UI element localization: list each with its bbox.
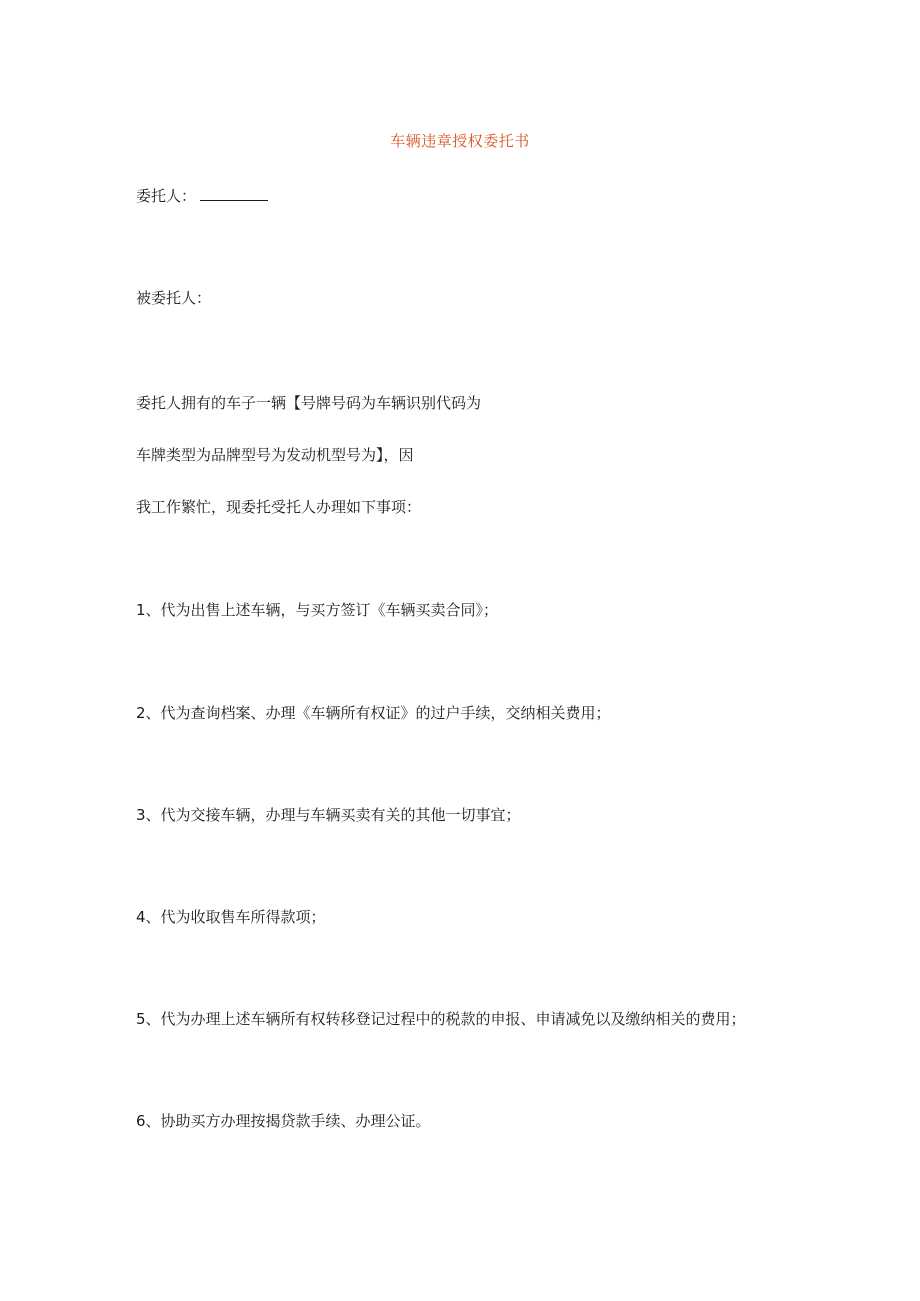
list-item: 5、代为办理上述车辆所有权转移登记过程中的税款的申报、申请减免以及缴纳相关的费用； bbox=[136, 1010, 746, 1028]
list-item: 4、代为收取售车所得款项； bbox=[136, 908, 326, 926]
list-item: 2、代为查询档案、办理《车辆所有权证》的过户手续，交纳相关费用； bbox=[136, 704, 611, 722]
principal-line bbox=[136, 186, 268, 206]
list-item: 6、协助买方办理按揭贷款手续、办理公证。 bbox=[136, 1112, 431, 1130]
intro-line-2: 车牌类型为品牌型号为发动机型号为】，因 bbox=[136, 446, 414, 464]
list-item: 1、代为出售上述车辆，与买方签订《车辆买卖合同》； bbox=[136, 601, 499, 619]
agent-label: 被委托人： bbox=[136, 289, 212, 307]
intro-line-1: 委托人拥有的车子一辆【号牌号码为车辆识别代码为 bbox=[136, 394, 482, 412]
principal-label: 委托人： bbox=[136, 187, 197, 205]
list-item: 3、代为交接车辆，办理与车辆买卖有关的其他一切事宜； bbox=[136, 806, 521, 824]
document-title: 车辆违章授权委托书 bbox=[390, 132, 530, 150]
principal-blank bbox=[200, 186, 268, 201]
intro-line-3: 我工作繁忙，现委托受托人办理如下事项： bbox=[136, 498, 422, 516]
